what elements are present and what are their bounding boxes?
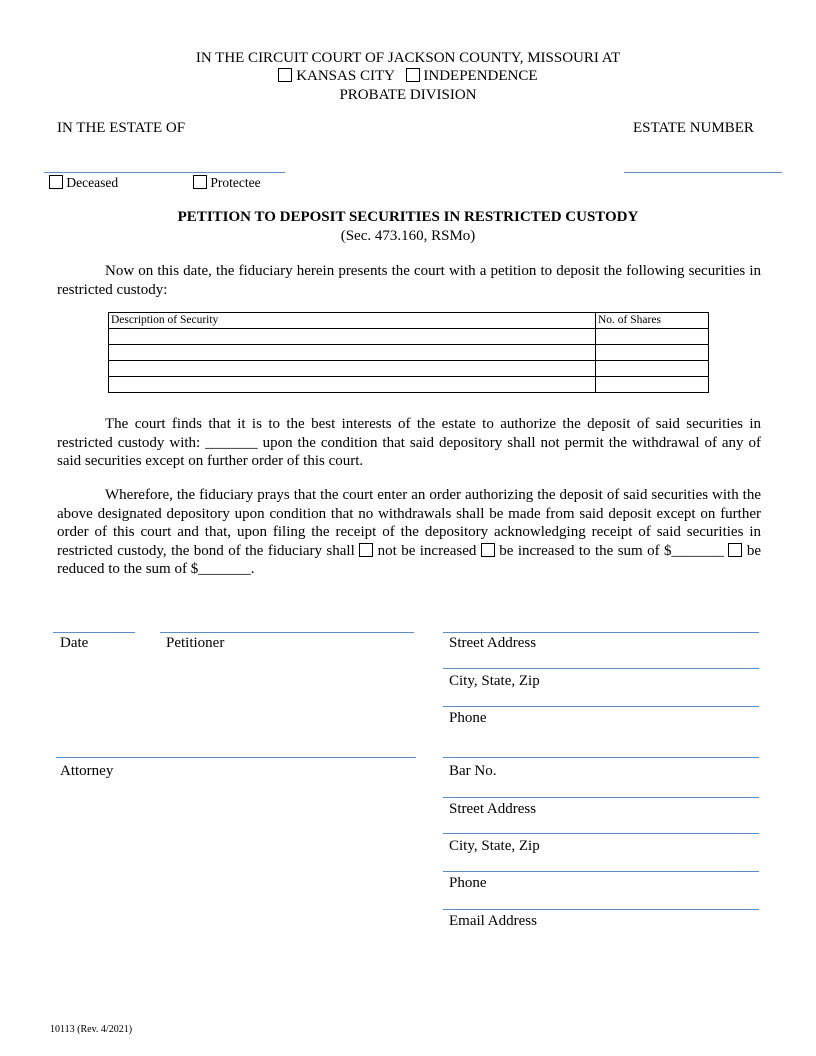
document-title: PETITION TO DEPOSIT SECURITIES IN RESTRICTED CUSTODY bbox=[177, 209, 639, 225]
shares-header: No. of Shares bbox=[596, 313, 709, 329]
date-signature-line[interactable] bbox=[53, 632, 135, 633]
table-row bbox=[109, 345, 709, 361]
email-address-label: Email Address bbox=[449, 913, 537, 929]
attorney-street-line[interactable] bbox=[443, 833, 759, 834]
petitioner-signature-line[interactable] bbox=[160, 632, 414, 633]
attorney-street-label: Street Address bbox=[449, 801, 537, 817]
description-cell[interactable] bbox=[109, 377, 596, 393]
securities-table bbox=[108, 312, 709, 393]
findings-text: The court finds that it is to the best interests of the estate to authorize the deposit of said securities in restricted custody with: _______ upon the condition that said depository shall not permit the withdrawal of any of said securities except on further order of this court. bbox=[57, 416, 761, 469]
street-address-line[interactable] bbox=[443, 668, 759, 669]
description-cell[interactable] bbox=[109, 361, 596, 377]
table-header-row bbox=[109, 313, 709, 329]
petitioner-top-line[interactable] bbox=[443, 632, 759, 633]
attorney-city-line[interactable] bbox=[443, 871, 759, 872]
table-row bbox=[109, 329, 709, 345]
description-header: Description of Security bbox=[109, 313, 596, 329]
street-address-label: Street Address bbox=[449, 635, 537, 651]
bar-number-line[interactable] bbox=[443, 797, 759, 798]
attorney-city-label: City, State, Zip bbox=[449, 838, 540, 854]
intro-paragraph bbox=[57, 262, 761, 299]
deceased-label: Deceased bbox=[66, 175, 119, 190]
petitioner-label: Petitioner bbox=[166, 635, 225, 651]
shares-cell[interactable] bbox=[596, 361, 709, 377]
estate-number-label: ESTATE NUMBER bbox=[633, 120, 754, 136]
table-row bbox=[109, 361, 709, 377]
independence-label: INDEPENDENCE bbox=[423, 68, 538, 84]
phone-line[interactable] bbox=[443, 757, 759, 758]
wherefore-text bbox=[57, 486, 761, 579]
description-cell[interactable] bbox=[109, 329, 596, 345]
wherefore-paragraph bbox=[57, 486, 761, 579]
protectee-checkbox[interactable] bbox=[193, 175, 207, 189]
city-state-zip-line[interactable] bbox=[443, 706, 759, 707]
division-heading: PROBATE DIVISION bbox=[339, 87, 477, 103]
date-label: Date bbox=[60, 635, 89, 651]
phone-label: Phone bbox=[449, 710, 487, 726]
intro-text: Now on this date, the fiduciary herein presents the court with a petition to deposit the following securities in restricted custody: bbox=[57, 263, 761, 298]
wherefore-body: Wherefore, the fiduciary prays that the court enter an order authorizing the deposit of said securities with the above designated depository upon condition that no withdrawals shall be made from said deposit except on further order of this court and that, upon filing the receipt of the depository acknowledging receipt of said securities in restricted custody, the bond of the fiduciary shall bbox=[57, 487, 761, 559]
not-increased-checkbox[interactable] bbox=[359, 543, 373, 557]
increased-label: be increased to the sum of $_______ bbox=[499, 542, 725, 559]
estate-of-label: IN THE ESTATE OF bbox=[57, 120, 186, 136]
increased-checkbox[interactable] bbox=[481, 543, 495, 557]
reduced-label: be reduced to the sum of $_______. bbox=[57, 542, 762, 577]
protectee-label: Protectee bbox=[210, 175, 261, 190]
description-cell[interactable] bbox=[109, 345, 596, 361]
attorney-phone-label: Phone bbox=[449, 875, 487, 891]
estate-name-line[interactable] bbox=[44, 172, 285, 173]
findings-paragraph bbox=[57, 415, 761, 471]
not-increased-label: not be increased bbox=[377, 542, 477, 559]
table-row bbox=[109, 377, 709, 393]
shares-cell[interactable] bbox=[596, 345, 709, 361]
deceased-option bbox=[49, 175, 118, 191]
location-options bbox=[0, 68, 816, 85]
deceased-checkbox[interactable] bbox=[49, 175, 63, 189]
shares-cell[interactable] bbox=[596, 329, 709, 345]
form-number: 10113 (Rev. 4/2021) bbox=[50, 1024, 133, 1035]
attorney-signature-line[interactable] bbox=[56, 757, 416, 758]
court-heading: IN THE CIRCUIT COURT OF JACKSON COUNTY, MISSOURI AT bbox=[195, 50, 621, 66]
kansas-city-checkbox[interactable] bbox=[278, 68, 292, 82]
reduced-checkbox[interactable] bbox=[728, 543, 742, 557]
estate-number-line[interactable] bbox=[624, 172, 782, 173]
attorney-phone-line[interactable] bbox=[443, 909, 759, 910]
protectee-option bbox=[193, 175, 261, 191]
attorney-label: Attorney bbox=[60, 763, 114, 779]
city-state-zip-label: City, State, Zip bbox=[449, 673, 540, 689]
independence-checkbox[interactable] bbox=[406, 68, 420, 82]
shares-cell[interactable] bbox=[596, 377, 709, 393]
statute-reference: (Sec. 473.160, RSMo) bbox=[340, 228, 476, 244]
kansas-city-label: KANSAS CITY bbox=[296, 68, 395, 84]
bar-number-label: Bar No. bbox=[449, 763, 497, 779]
